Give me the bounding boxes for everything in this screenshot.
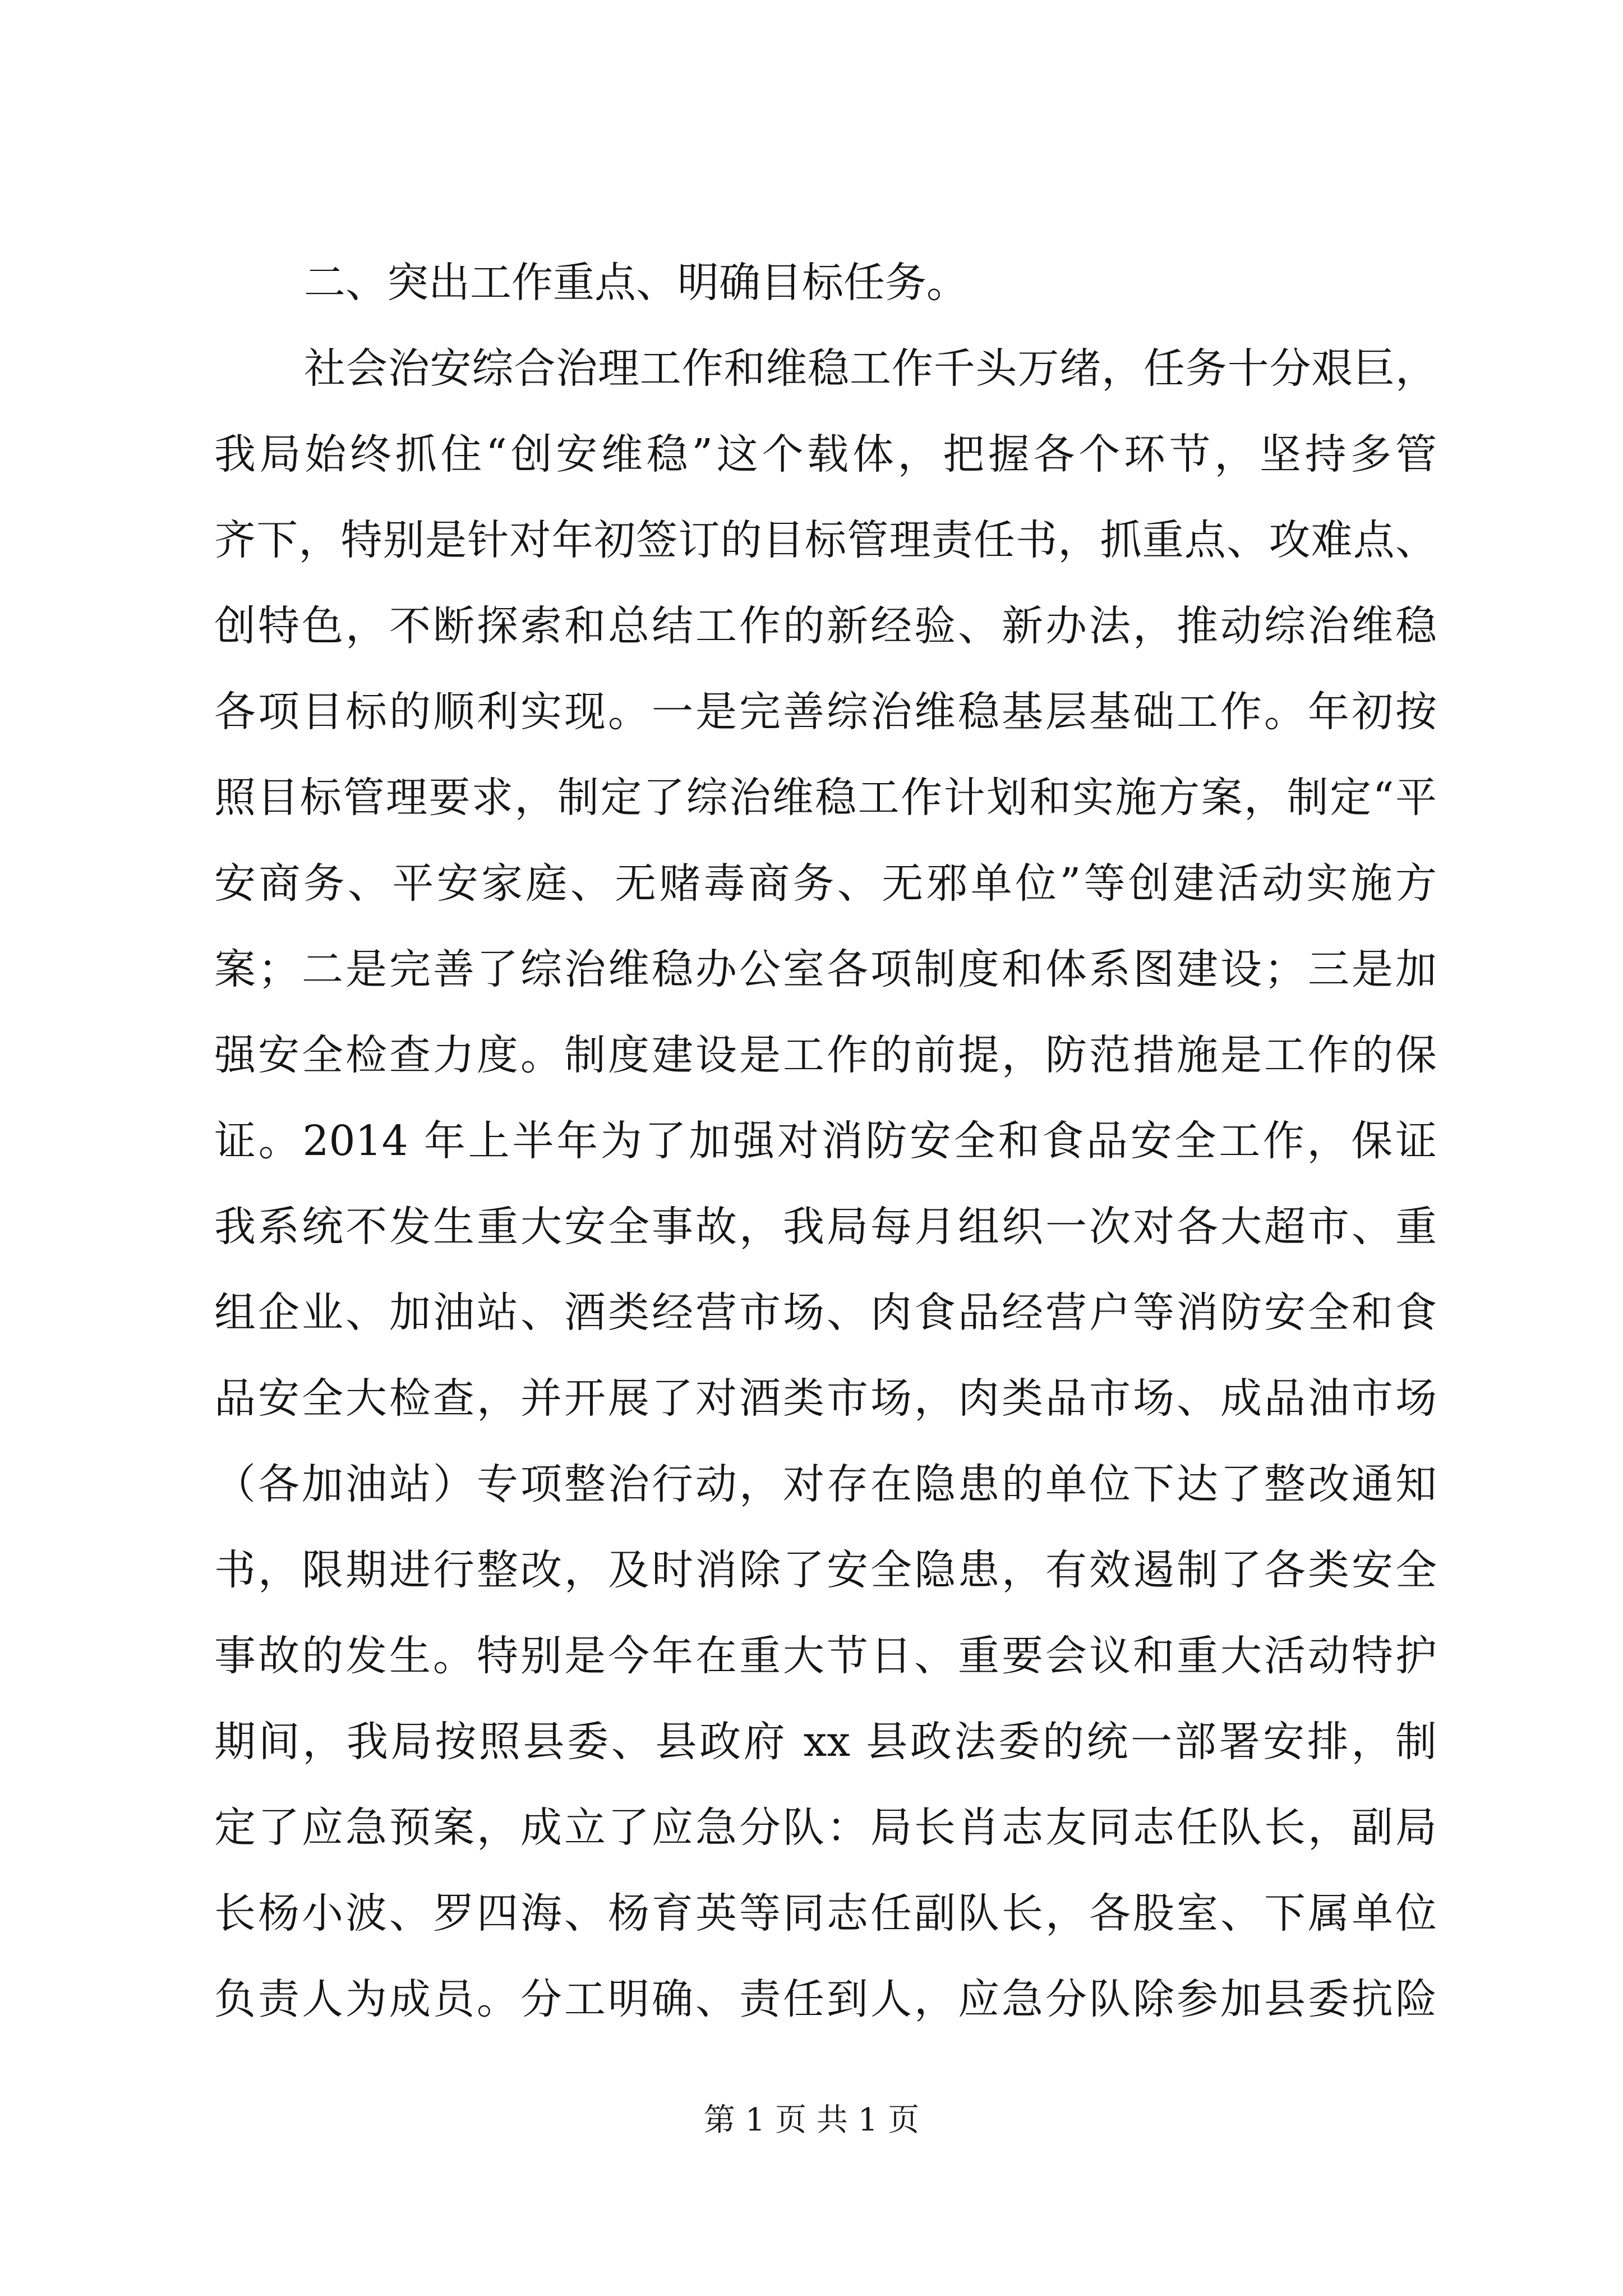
paragraph-line: 社会治安综合治理工作和维稳工作千头万绪，任务十分艰巨， [304, 344, 1437, 393]
paragraph-line: 定了应急预案，成立了应急分队：局长肖志友同志任队长，副局 [214, 1803, 1437, 1852]
paragraph-line: 安商务、平安家庭、无赌毒商务、无邪单位”等创建活动实施方 [214, 859, 1437, 908]
paragraph-line: 照目标管理要求，制定了综治维稳工作计划和实施方案，制定“平 [214, 774, 1437, 822]
paragraph-line: 组企业、加油站、酒类经营市场、肉食品经营户等消防安全和食 [214, 1289, 1437, 1337]
section-heading: 二、突出工作重点、明确目标任务。 [304, 259, 968, 307]
paragraph-line: 负责人为成员。分工明确、责任到人，应急分队除参加县委抗险 [214, 1975, 1437, 2023]
paragraph-line: 齐下，特别是针对年初签订的目标管理责任书，抓重点、攻难点、 [214, 516, 1437, 564]
paragraph-line: 案；二是完善了综治维稳办公室各项制度和体系图建设；三是加 [214, 945, 1437, 993]
paragraph-line: 强安全检查力度。制度建设是工作的前提，防范措施是工作的保 [214, 1031, 1437, 1079]
paragraph-line: （各加油站）专项整治行动，对存在隐患的单位下达了整改通知 [214, 1460, 1437, 1508]
paragraph-line: 书，限期进行整改，及时消除了安全隐患，有效遏制了各类安全 [214, 1546, 1437, 1594]
document-body [214, 240, 1437, 2042]
paragraph-line: 我系统不发生重大安全事故，我局每月组织一次对各大超市、重 [214, 1203, 1437, 1251]
page-number-label: 第 1 页 共 1 页 [703, 2102, 920, 2138]
paragraph-line: 各项目标的顺利实现。一是完善综治维稳基层基础工作。年初按 [214, 688, 1437, 736]
paragraph-line: 创特色，不断探索和总结工作的新经验、新办法，推动综治维稳 [214, 602, 1437, 650]
paragraph-line: 期间，我局按照县委、县政府 xx 县政法委的统一部署安排，制 [214, 1718, 1437, 1766]
paragraph-line: 证。2014 年上半年为了加强对消防安全和食品安全工作，保证 [214, 1117, 1437, 1165]
paragraph-line: 品安全大检查，并开展了对酒类市场，肉类品市场、成品油市场 [214, 1374, 1437, 1423]
paragraph-line: 事故的发生。特别是今年在重大节日、重要会议和重大活动特护 [214, 1632, 1437, 1680]
paragraph-line: 长杨小波、罗四海、杨育英等同志任副队长，各股室、下属单位 [214, 1889, 1437, 1938]
page-footer [0, 2098, 1623, 2143]
paragraph-line: 我局始终抓住“创安维稳”这个载体，把握各个环节，坚持多管 [214, 430, 1437, 478]
